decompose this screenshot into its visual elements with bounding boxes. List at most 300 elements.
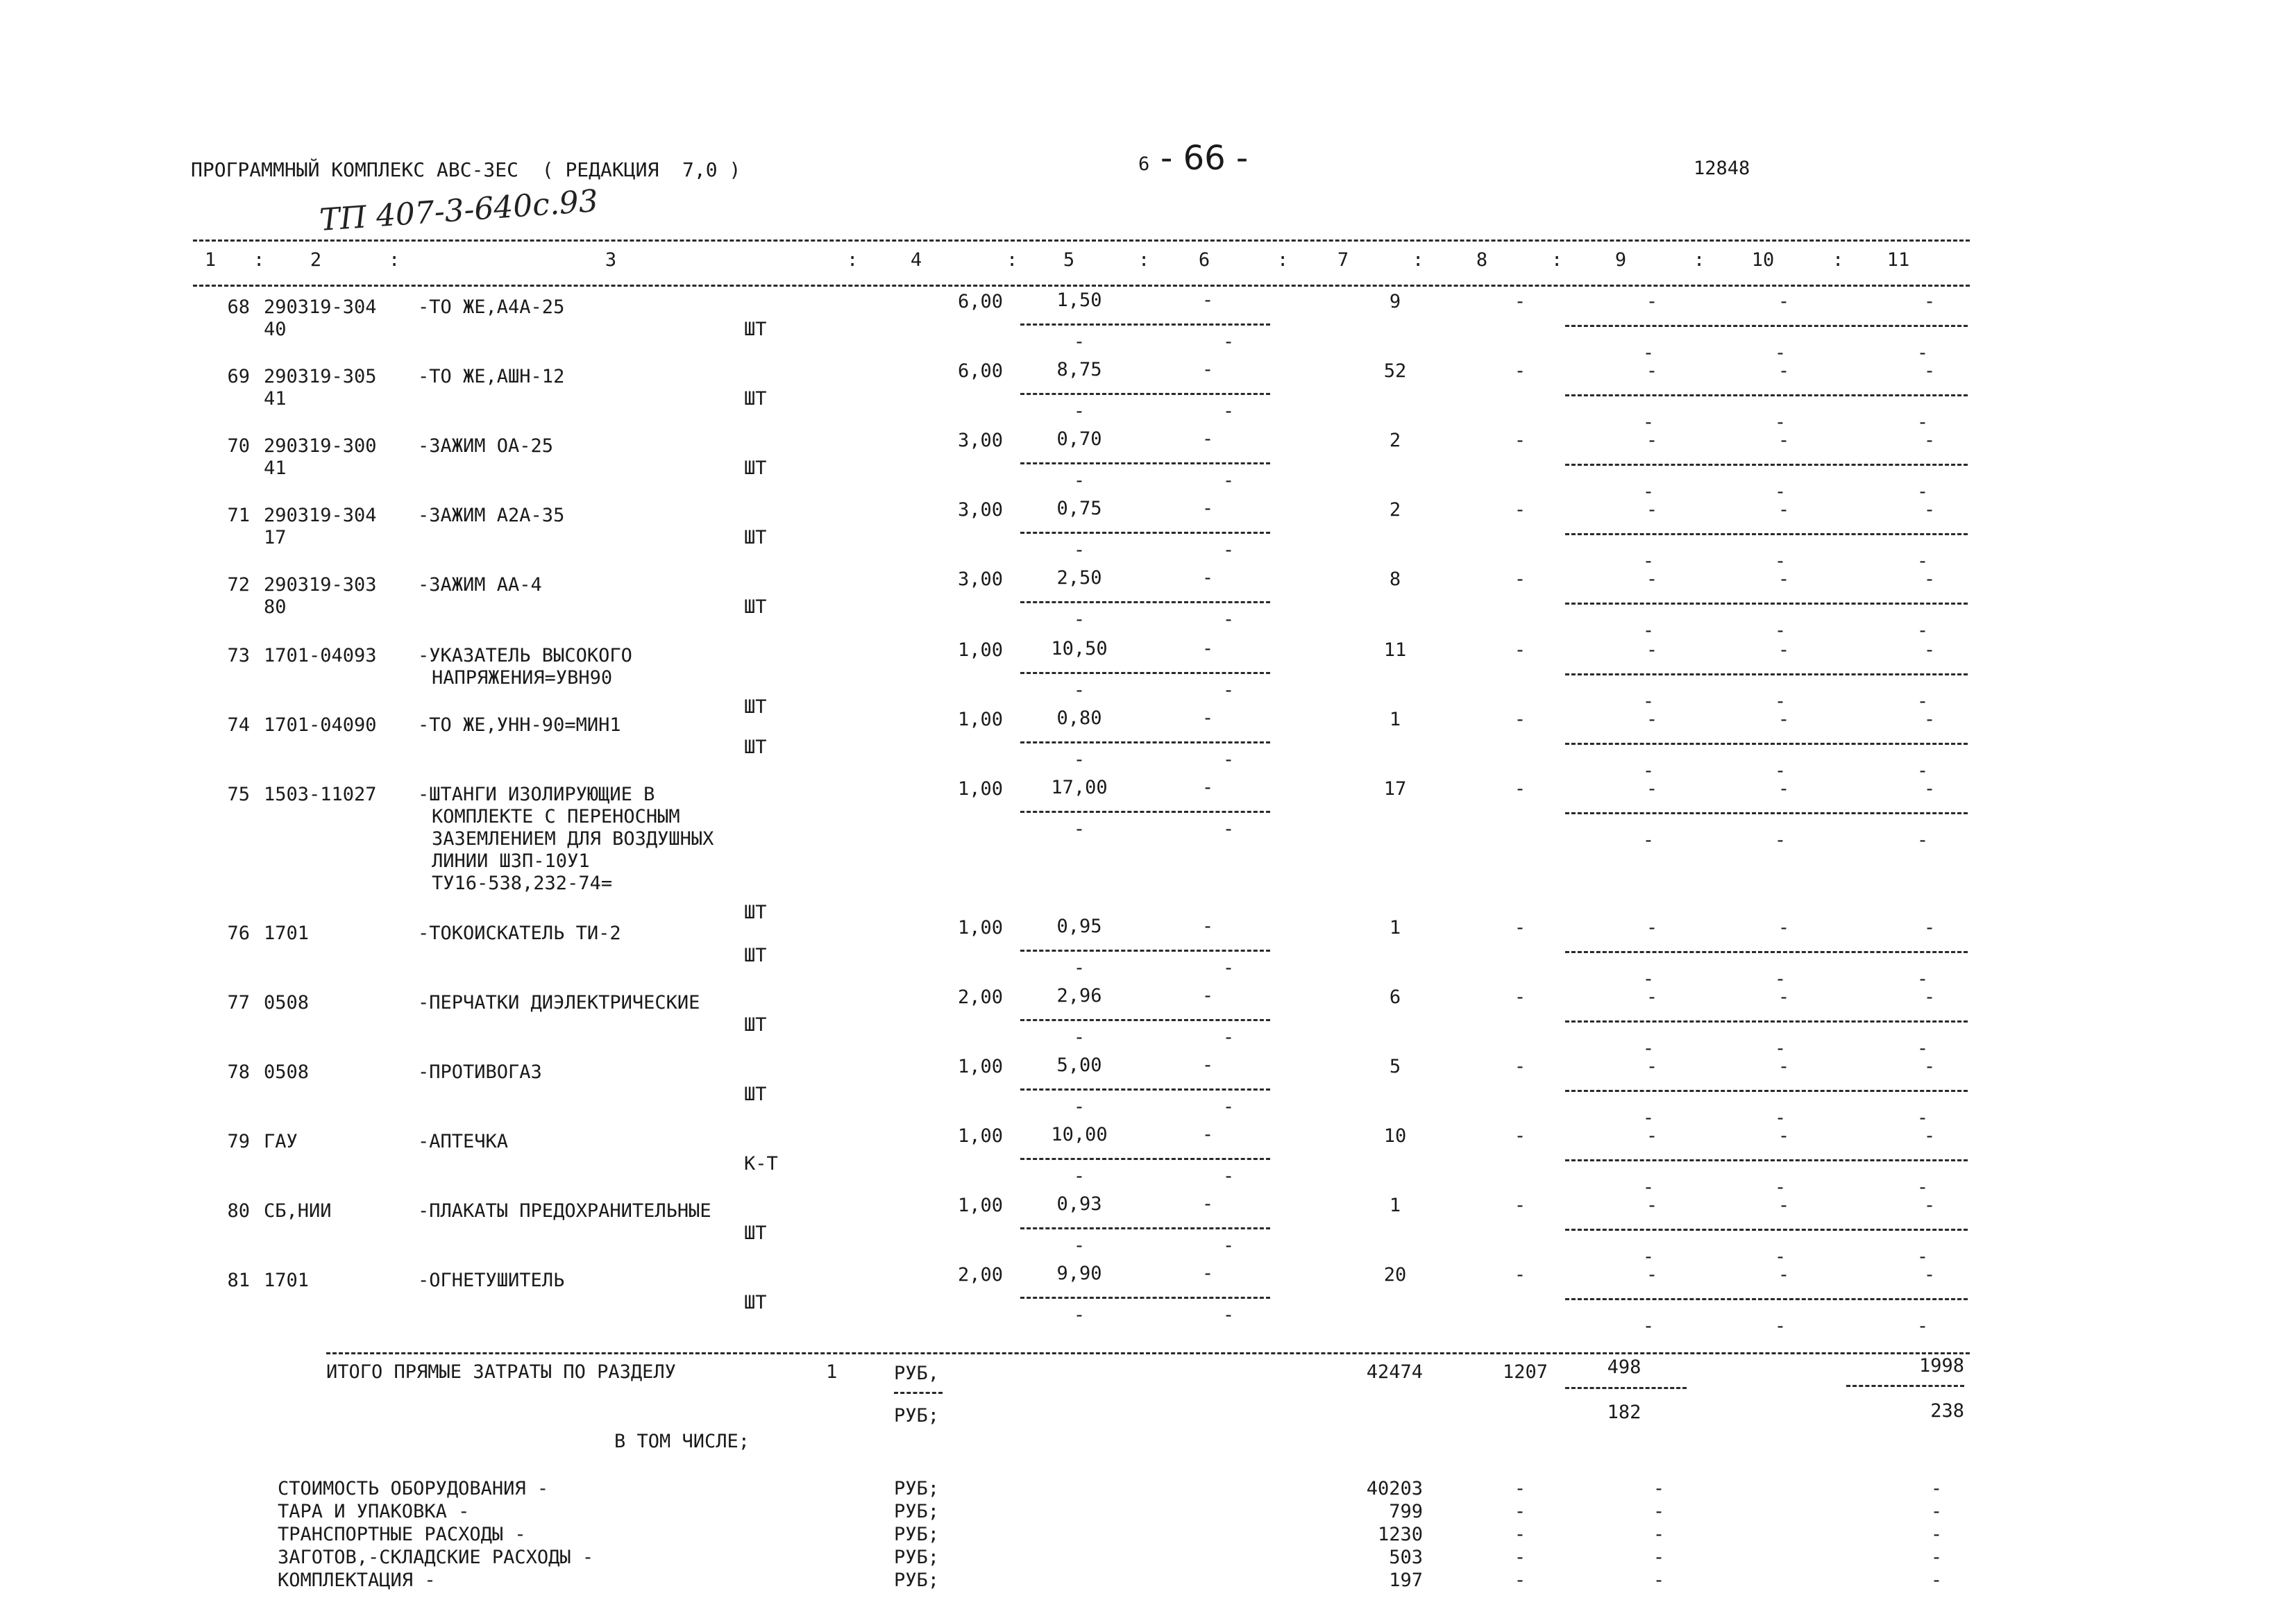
col11-value: - <box>1923 1264 1936 1286</box>
col6-sub-dash: - <box>1222 1166 1235 1187</box>
row-number: 78 <box>227 1061 250 1083</box>
col8-value: - <box>1514 778 1526 800</box>
unit-of-measure: К-Т <box>744 1153 778 1175</box>
col9-value: - <box>1646 639 1658 661</box>
resource-name: -ПЛАКАТЫ ПРЕДОХРАНИТЕЛЬНЫЕ <box>418 1200 711 1222</box>
unit-price: 2,50 <box>1056 567 1102 589</box>
breakdown-col11: - <box>1930 1570 1943 1591</box>
resource-name: -ОГНЕТУШИТЕЛЬ <box>418 1270 565 1291</box>
page-number: - 66 - <box>1160 139 1249 178</box>
col8-value: - <box>1514 569 1526 590</box>
totals-col11-subrule <box>1846 1385 1964 1387</box>
column-separator: : <box>847 249 859 271</box>
col10-value: - <box>1778 1056 1790 1077</box>
col10-value: - <box>1778 778 1790 800</box>
totals-col8: 1207 <box>1502 1361 1548 1383</box>
total-cost: 9 <box>1389 291 1401 312</box>
col10-value: - <box>1778 360 1790 382</box>
breakdown-col11: - <box>1930 1547 1943 1568</box>
col11-value: - <box>1923 1125 1936 1147</box>
resource-name: -ТО ЖЕ,УНН-90=МИН1 <box>418 714 621 736</box>
column-header-5: 5 <box>1063 249 1075 271</box>
resource-code: 1701 <box>264 1270 310 1291</box>
col11-sub-dash: - <box>1916 1315 1929 1337</box>
price-subrule <box>1020 1019 1270 1021</box>
col10-value: - <box>1778 1125 1790 1147</box>
unit-of-measure: ШТ <box>744 596 767 618</box>
col11-sub-dash: - <box>1916 830 1929 851</box>
col10-value: - <box>1778 499 1790 521</box>
col9-value: - <box>1646 986 1658 1008</box>
col9-sub-dash: - <box>1642 691 1655 712</box>
unit-of-measure: ШТ <box>744 1084 767 1105</box>
price-subrule <box>1020 323 1270 326</box>
totals-col11: 1998 <box>1918 1355 1964 1377</box>
price-subrule <box>1020 1158 1270 1160</box>
total-cost: 52 <box>1383 360 1407 382</box>
breakdown-col8: - <box>1514 1547 1526 1568</box>
col10-value: - <box>1778 1195 1790 1216</box>
breakdown-col8: - <box>1514 1478 1526 1499</box>
col10-value: - <box>1778 291 1790 312</box>
col10-sub-dash: - <box>1774 620 1787 641</box>
col9-sub-dash: - <box>1642 550 1655 572</box>
col9-value: - <box>1646 1264 1658 1286</box>
col9-sub-dash: - <box>1642 412 1655 433</box>
col9-11-subrule <box>1565 533 1968 535</box>
price-sub-dash: - <box>1073 1304 1086 1326</box>
row-number: 70 <box>227 435 250 457</box>
resource-name: -АПТЕЧКА <box>418 1131 509 1152</box>
col10-value: - <box>1778 569 1790 590</box>
price-sub-dash: - <box>1073 749 1086 771</box>
col9-sub-dash: - <box>1642 760 1655 782</box>
resource-code: 1503-11027 <box>264 784 377 805</box>
column-separator: : <box>1832 249 1844 271</box>
quantity: 1,00 <box>957 778 1003 800</box>
quantity: 1,00 <box>957 1195 1003 1216</box>
totals-label: ИТОГО ПРЯМЫЕ ЗАТРАТЫ ПО РАЗДЕЛУ <box>326 1361 676 1383</box>
col6-value: - <box>1201 1124 1214 1145</box>
col6-value: - <box>1201 567 1214 589</box>
breakdown-label: ЗАГОТОВ,-СКЛАДСКИЕ РАСХОДЫ - <box>278 1547 594 1568</box>
program-title: ПРОГРАММНЫЙ КОМПЛЕКС АВС-ЗЕС ( РЕДАКЦИЯ 7,0 ) <box>191 158 741 181</box>
unit-price: 0,93 <box>1056 1193 1102 1215</box>
breakdown-label: КОМПЛЕКТАЦИЯ - <box>278 1570 436 1591</box>
col6-sub-dash: - <box>1222 749 1235 771</box>
breakdown-unit: РУБ; <box>894 1524 940 1545</box>
quantity: 6,00 <box>957 291 1003 312</box>
total-cost: 11 <box>1383 639 1407 661</box>
price-sub-dash: - <box>1073 609 1086 630</box>
col11-sub-dash: - <box>1916 1038 1929 1059</box>
quantity: 2,00 <box>957 1264 1003 1286</box>
quantity: 2,00 <box>957 986 1003 1008</box>
col6-sub-dash: - <box>1222 470 1235 491</box>
col6-value: - <box>1201 289 1214 311</box>
col10-value: - <box>1778 639 1790 661</box>
col11-sub-dash: - <box>1916 1177 1929 1198</box>
price-subrule <box>1020 532 1270 534</box>
unit-of-measure: ШТ <box>744 319 767 340</box>
resource-code: 0508 <box>264 1061 310 1083</box>
resource-code: ГАУ <box>264 1131 298 1152</box>
header-bottom-rule <box>193 285 1970 287</box>
row-number: 72 <box>227 574 250 596</box>
col8-value: - <box>1514 917 1526 939</box>
col11-sub-dash: - <box>1916 691 1929 712</box>
resource-name: -ТОКОИСКАТЕЛЬ ТИ-2 <box>418 923 621 944</box>
resource-code: 290319-305 <box>264 366 377 387</box>
col11-sub-dash: - <box>1916 1246 1929 1268</box>
total-cost: 10 <box>1383 1125 1407 1147</box>
resource-name: -ШТАНГИ ИЗОЛИРУЮЩИЕ В <box>418 784 655 805</box>
col9-11-subrule <box>1565 603 1968 605</box>
col10-sub-dash: - <box>1774 1038 1787 1059</box>
quantity: 1,00 <box>957 917 1003 939</box>
col9-value: - <box>1646 1125 1658 1147</box>
column-header-3: 3 <box>605 249 617 271</box>
resource-code: 1701-04090 <box>264 714 377 736</box>
col6-value: - <box>1201 777 1214 798</box>
column-header-6: 6 <box>1198 249 1210 271</box>
breakdown-col7: 503 <box>1389 1547 1423 1568</box>
resource-code: 290319-300 <box>264 435 377 457</box>
col6-value: - <box>1201 916 1214 937</box>
resource-name: -ТО ЖЕ,А4А-25 <box>418 296 565 318</box>
price-sub-dash: - <box>1073 331 1086 353</box>
resource-name: ТУ16-538,232-74= <box>432 873 613 894</box>
col10-sub-dash: - <box>1774 1246 1787 1268</box>
col9-11-subrule <box>1565 743 1968 745</box>
col6-sub-dash: - <box>1222 331 1235 353</box>
col9-sub-dash: - <box>1642 1107 1655 1129</box>
unit-of-measure: ШТ <box>744 1292 767 1313</box>
unit-of-measure: ШТ <box>744 945 767 966</box>
col10-sub-dash: - <box>1774 412 1787 433</box>
col10-sub-dash: - <box>1774 760 1787 782</box>
breakdown-col8: - <box>1514 1501 1526 1522</box>
col10-sub-dash: - <box>1774 830 1787 851</box>
breakdown-col8: - <box>1514 1524 1526 1545</box>
col10-sub-dash: - <box>1774 968 1787 990</box>
resource-name: ЗАЗЕМЛЕНИЕМ ДЛЯ ВОЗДУШНЫХ <box>432 828 714 850</box>
resource-name: -ЗАЖИМ ОА-25 <box>418 435 554 457</box>
unit-price: 0,70 <box>1056 428 1102 450</box>
col9-sub-dash: - <box>1642 1177 1655 1198</box>
column-header-2: 2 <box>310 249 322 271</box>
col10-sub-dash: - <box>1774 1315 1787 1337</box>
col9-11-subrule <box>1565 812 1968 814</box>
column-separator: : <box>1006 249 1018 271</box>
col6-sub-dash: - <box>1222 957 1235 979</box>
unit-of-measure: ШТ <box>744 1222 767 1244</box>
resource-subcode: 41 <box>264 457 287 479</box>
col9-sub-dash: - <box>1642 1315 1655 1337</box>
breakdown-unit: РУБ; <box>894 1478 940 1499</box>
price-sub-dash: - <box>1073 680 1086 701</box>
col11-value: - <box>1923 360 1936 382</box>
col9-sub-dash: - <box>1642 968 1655 990</box>
col11-value: - <box>1923 569 1936 590</box>
breakdown-col8: - <box>1514 1570 1526 1591</box>
breakdown-col7: 197 <box>1389 1570 1423 1591</box>
quantity: 3,00 <box>957 569 1003 590</box>
col9-value: - <box>1646 1056 1658 1077</box>
resource-name: -ЗАЖИМ А2А-35 <box>418 505 565 526</box>
unit-price: 0,80 <box>1056 707 1102 729</box>
breakdown-label: СТОИМОСТЬ ОБОРУДОВАНИЯ - <box>278 1478 549 1499</box>
price-sub-dash: - <box>1073 1166 1086 1187</box>
total-cost: 1 <box>1389 917 1401 939</box>
col11-sub-dash: - <box>1916 481 1929 503</box>
resource-code: 290319-304 <box>264 296 377 318</box>
col9-11-subrule <box>1565 1298 1968 1300</box>
col9-value: - <box>1646 709 1658 730</box>
column-header-10: 10 <box>1751 249 1775 271</box>
col9-11-subrule <box>1565 464 1968 466</box>
col10-sub-dash: - <box>1774 550 1787 572</box>
breakdown-col9: - <box>1653 1547 1665 1568</box>
col6-value: - <box>1201 498 1214 519</box>
col8-value: - <box>1514 360 1526 382</box>
total-cost: 20 <box>1383 1264 1407 1286</box>
page-prefix: 6 <box>1138 153 1150 175</box>
breakdown-col11: - <box>1930 1524 1943 1545</box>
breakdown-unit: РУБ; <box>894 1501 940 1522</box>
col8-value: - <box>1514 291 1526 312</box>
col6-sub-dash: - <box>1222 401 1235 422</box>
unit-price: 10,00 <box>1051 1124 1108 1145</box>
col11-sub-dash: - <box>1916 760 1929 782</box>
price-sub-dash: - <box>1073 1096 1086 1118</box>
total-cost: 5 <box>1389 1056 1401 1077</box>
col6-sub-dash: - <box>1222 1096 1235 1118</box>
breakdown-unit: РУБ; <box>894 1570 940 1591</box>
col9-11-subrule <box>1565 325 1968 327</box>
total-cost: 17 <box>1383 778 1407 800</box>
col6-value: - <box>1201 638 1214 659</box>
col9-sub-dash: - <box>1642 1246 1655 1268</box>
price-subrule <box>1020 1297 1270 1299</box>
resource-code: СБ,НИИ <box>264 1200 332 1222</box>
col11-sub-dash: - <box>1916 342 1929 364</box>
price-sub-dash: - <box>1073 1235 1086 1256</box>
totals-unit-2: РУБ; <box>894 1405 940 1427</box>
col6-value: - <box>1201 359 1214 380</box>
column-header-1: 1 <box>204 249 217 271</box>
breakdown-label: ТАРА И УПАКОВКА - <box>278 1501 470 1522</box>
column-separator: : <box>1551 249 1563 271</box>
col10-value: - <box>1778 709 1790 730</box>
resource-name: -ТО ЖЕ,АШН-12 <box>418 366 565 387</box>
resource-subcode: 41 <box>264 388 287 410</box>
price-sub-dash: - <box>1073 1027 1086 1048</box>
price-subrule <box>1020 672 1270 674</box>
price-sub-dash: - <box>1073 401 1086 422</box>
quantity: 1,00 <box>957 639 1003 661</box>
column-header-11: 11 <box>1886 249 1910 271</box>
col9-value: - <box>1646 917 1658 939</box>
resource-name: ЛИНИИ ШЗП-10У1 <box>432 850 590 872</box>
column-separator: : <box>1277 249 1289 271</box>
col9-value: - <box>1646 360 1658 382</box>
unit-of-measure: ШТ <box>744 1014 767 1036</box>
row-number: 73 <box>227 645 250 666</box>
totals-col7: 42474 <box>1366 1361 1423 1383</box>
col8-value: - <box>1514 1264 1526 1286</box>
col9-value: - <box>1646 778 1658 800</box>
col10-sub-dash: - <box>1774 1177 1787 1198</box>
unit-of-measure: ШТ <box>744 527 767 548</box>
resource-name: -ПЕРЧАТКИ ДИЭЛЕКТРИЧЕСКИЕ <box>418 992 700 1014</box>
col8-value: - <box>1514 1125 1526 1147</box>
totals-section: 1 <box>826 1361 838 1383</box>
column-separator: : <box>389 249 400 271</box>
col9-sub-dash: - <box>1642 481 1655 503</box>
col11-value: - <box>1923 1195 1936 1216</box>
resource-code: 1701-04093 <box>264 645 377 666</box>
col8-value: - <box>1514 986 1526 1008</box>
unit-price: 8,75 <box>1056 359 1102 380</box>
col9-sub-dash: - <box>1642 342 1655 364</box>
col6-value: - <box>1201 1263 1214 1284</box>
resource-name: КОМПЛЕКТЕ С ПЕРЕНОСНЫМ <box>432 806 680 827</box>
col11-sub-dash: - <box>1916 412 1929 433</box>
row-number: 80 <box>227 1200 250 1222</box>
including-label: В ТОМ ЧИСЛЕ; <box>614 1431 750 1452</box>
col11-sub-dash: - <box>1916 550 1929 572</box>
col6-sub-dash: - <box>1222 1027 1235 1048</box>
totals-col9-subrule <box>1565 1387 1687 1389</box>
col6-value: - <box>1201 707 1214 729</box>
col10-sub-dash: - <box>1774 342 1787 364</box>
col11-value: - <box>1923 778 1936 800</box>
col11-value: - <box>1923 1056 1936 1077</box>
handwritten-project-code: ТП 407-3-640с.93 <box>318 183 600 238</box>
total-cost: 2 <box>1389 499 1401 521</box>
col10-value: - <box>1778 1264 1790 1286</box>
column-header-7: 7 <box>1337 249 1349 271</box>
total-cost: 1 <box>1389 709 1401 730</box>
col11-sub-dash: - <box>1916 620 1929 641</box>
resource-code: 290319-304 <box>264 505 377 526</box>
row-number: 79 <box>227 1131 250 1152</box>
column-separator: : <box>1138 249 1150 271</box>
unit-price: 17,00 <box>1051 777 1108 798</box>
col9-11-subrule <box>1565 1229 1968 1231</box>
price-subrule <box>1020 601 1270 603</box>
col9-value: - <box>1646 291 1658 312</box>
resource-code: 290319-303 <box>264 574 377 596</box>
col10-value: - <box>1778 430 1790 451</box>
resource-name: -УКАЗАТЕЛЬ ВЫСОКОГО <box>418 645 632 666</box>
col9-value: - <box>1646 569 1658 590</box>
price-subrule <box>1020 393 1270 395</box>
col9-11-subrule <box>1565 1020 1968 1023</box>
breakdown-unit: РУБ; <box>894 1547 940 1568</box>
column-header-9: 9 <box>1614 249 1627 271</box>
quantity: 1,00 <box>957 709 1003 730</box>
col11-value: - <box>1923 639 1936 661</box>
col6-sub-dash: - <box>1222 539 1235 561</box>
col9-sub-dash: - <box>1642 830 1655 851</box>
column-separator: : <box>1412 249 1424 271</box>
row-number: 71 <box>227 505 250 526</box>
row-number: 76 <box>227 923 250 944</box>
col9-sub-dash: - <box>1642 620 1655 641</box>
row-number: 81 <box>227 1270 250 1291</box>
col8-value: - <box>1514 1056 1526 1077</box>
quantity: 3,00 <box>957 430 1003 451</box>
price-subrule <box>1020 811 1270 813</box>
price-sub-dash: - <box>1073 957 1086 979</box>
col6-sub-dash: - <box>1222 1304 1235 1326</box>
col9-sub-dash: - <box>1642 1038 1655 1059</box>
col9-11-subrule <box>1565 1159 1968 1161</box>
breakdown-col9: - <box>1653 1524 1665 1545</box>
col8-value: - <box>1514 709 1526 730</box>
breakdown-col7: 40203 <box>1366 1478 1423 1499</box>
totals-col9-sub: 182 <box>1607 1402 1641 1423</box>
price-subrule <box>1020 462 1270 464</box>
total-cost: 8 <box>1389 569 1401 590</box>
row-number: 74 <box>227 714 250 736</box>
price-sub-dash: - <box>1073 539 1086 561</box>
breakdown-col11: - <box>1930 1501 1943 1522</box>
col6-sub-dash: - <box>1222 818 1235 840</box>
resource-subcode: 17 <box>264 527 287 548</box>
col10-sub-dash: - <box>1774 691 1787 712</box>
price-sub-dash: - <box>1073 818 1086 840</box>
col11-sub-dash: - <box>1916 968 1929 990</box>
resource-code: 0508 <box>264 992 310 1014</box>
quantity: 6,00 <box>957 360 1003 382</box>
totals-unit: РУБ, <box>894 1363 940 1384</box>
col11-value: - <box>1923 291 1936 312</box>
col9-11-subrule <box>1565 394 1968 396</box>
col8-value: - <box>1514 499 1526 521</box>
col11-value: - <box>1923 986 1936 1008</box>
unit-price: 10,50 <box>1051 638 1108 659</box>
col11-value: - <box>1923 430 1936 451</box>
resource-name: -ПРОТИВОГАЗ <box>418 1061 542 1083</box>
resource-subcode: 40 <box>264 319 287 340</box>
unit-of-measure: ШТ <box>744 696 767 718</box>
totals-col9: 498 <box>1607 1356 1641 1378</box>
col8-value: - <box>1514 430 1526 451</box>
unit-of-measure: ШТ <box>744 737 767 758</box>
unit-price: 1,50 <box>1056 289 1102 311</box>
col8-value: - <box>1514 1195 1526 1216</box>
unit-price: 2,96 <box>1056 985 1102 1007</box>
header-top-rule <box>193 239 1970 242</box>
col9-11-subrule <box>1565 1090 1968 1092</box>
resource-subcode: 80 <box>264 596 287 618</box>
price-sub-dash: - <box>1073 470 1086 491</box>
col6-sub-dash: - <box>1222 609 1235 630</box>
col9-value: - <box>1646 430 1658 451</box>
unit-of-measure: ШТ <box>744 902 767 923</box>
total-cost: 6 <box>1389 986 1401 1008</box>
document-number: 12848 <box>1694 158 1750 179</box>
unit-price: 0,95 <box>1056 916 1102 937</box>
unit-of-measure: ШТ <box>744 457 767 479</box>
col6-value: - <box>1201 428 1214 450</box>
quantity: 1,00 <box>957 1056 1003 1077</box>
col6-sub-dash: - <box>1222 680 1235 701</box>
column-header-4: 4 <box>910 249 922 271</box>
